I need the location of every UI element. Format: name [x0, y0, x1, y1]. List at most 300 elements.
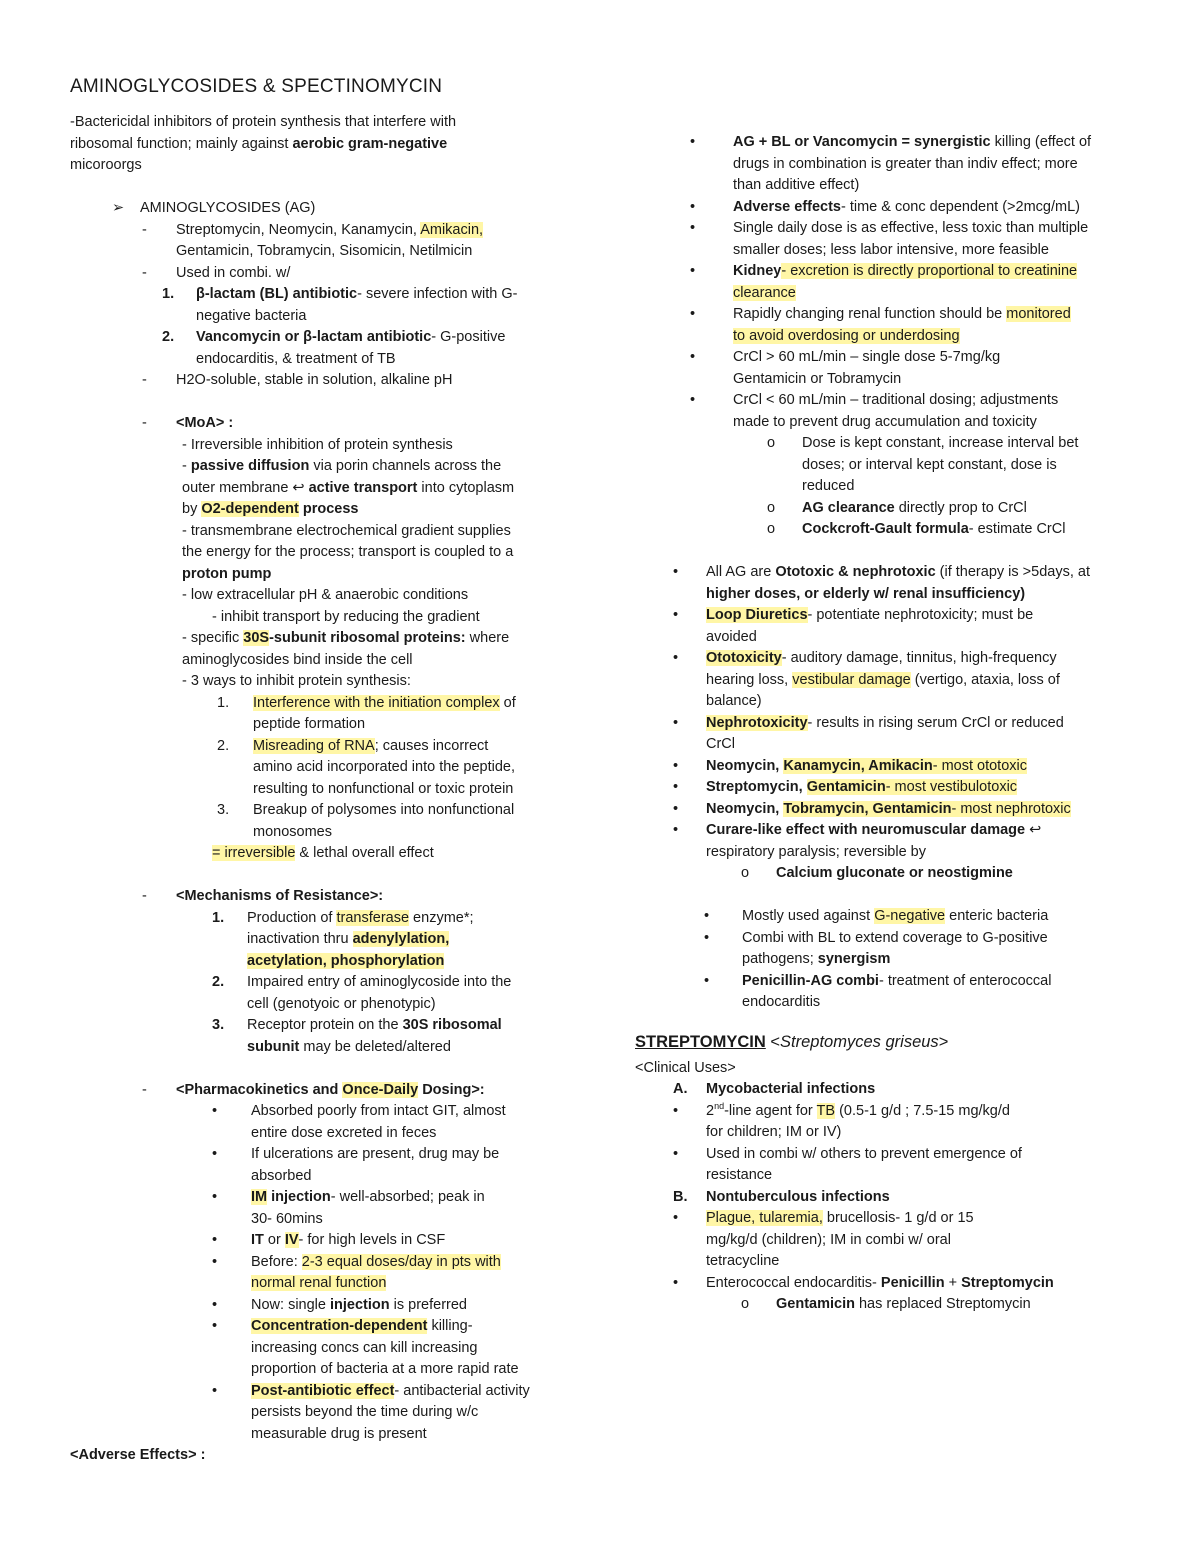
- text-line: [635, 476, 1135, 498]
- list-marker: 2.: [162, 329, 175, 345]
- highlighted-text: Amikacin,: [420, 221, 484, 238]
- bold-text: <Mechanisms of Resistance>:: [176, 888, 384, 904]
- text-span: smaller doses; less labor intensive, more feasible: [733, 241, 1049, 258]
- highlighted-text: Plague, tularemia,: [706, 1210, 823, 1226]
- text-line: [635, 777, 1135, 799]
- text-line: [635, 304, 1135, 326]
- text-line: [635, 1251, 1135, 1273]
- text-line: [635, 455, 1135, 477]
- text-span: via porin channels across the: [309, 458, 502, 474]
- text-line: [635, 756, 1135, 778]
- bullet-icon: •: [212, 1232, 218, 1248]
- sub-bullet-icon: o: [767, 499, 776, 516]
- text-span: doses; or interval kept constant, dose is: [802, 456, 1057, 473]
- bold-text: <Adverse Effects> :: [70, 1447, 206, 1463]
- text-span: resistance: [706, 1167, 773, 1183]
- text-span: enteric bacteria: [945, 908, 1049, 924]
- text-span: cell (genotyoic or phenotypic): [247, 995, 436, 1012]
- text-span: measurable drug is present: [251, 1425, 427, 1442]
- text-span: - results in rising serum CrCl or reduced: [807, 714, 1064, 731]
- text-line: [70, 1402, 570, 1424]
- text-line: [635, 1058, 1135, 1080]
- bold-text: IT: [251, 1232, 264, 1248]
- text-span: where: [465, 630, 510, 646]
- right-column: [635, 132, 1135, 1316]
- text-line: [70, 994, 570, 1016]
- highlighted-text: IV: [284, 1232, 299, 1248]
- text-line: [70, 1424, 570, 1446]
- text-span: directly prop to CrCl: [894, 499, 1027, 516]
- text-span: Streptomyces griseus: [780, 1032, 939, 1051]
- bullet-icon: •: [673, 757, 679, 774]
- bold-text: synergism: [817, 951, 891, 967]
- text-span: -line agent for: [724, 1102, 817, 1119]
- text-span: AMINOGLYCOSIDES (AG): [140, 200, 316, 216]
- sub-bullet-icon: o: [767, 521, 776, 537]
- text-span: respiratory paralysis; reversible by: [706, 843, 926, 860]
- highlighted-text: Post-antibiotic effect: [251, 1382, 395, 1399]
- sub-bullet-icon: o: [741, 865, 750, 881]
- text-span: avoided: [706, 628, 757, 645]
- text-span: into cytoplasm: [417, 479, 515, 496]
- text-span: tetracycline: [706, 1253, 780, 1269]
- text-span: reduced: [802, 478, 855, 494]
- bullet-icon: •: [673, 800, 679, 817]
- text-line: [70, 908, 570, 930]
- list-marker: -: [142, 1081, 147, 1098]
- bullet-icon: •: [212, 1189, 218, 1205]
- bold-text: Calcium gluconate or neostigmine: [776, 865, 1013, 881]
- text-line: [635, 605, 1135, 627]
- text-span: endocarditis: [742, 994, 821, 1010]
- bold-text: process: [298, 501, 359, 517]
- highlighted-text: Loop Diuretics: [706, 607, 808, 623]
- spacer: [635, 1014, 1135, 1028]
- text-span: If ulcerations are present, drug may be: [251, 1146, 500, 1162]
- text-line: [70, 435, 570, 457]
- bold-text: Penicillin: [880, 1274, 945, 1291]
- bullet-icon: •: [212, 1318, 218, 1334]
- bold-text: higher doses, or elderly w/ renal insufficiency): [706, 585, 1026, 602]
- text-line: [635, 1122, 1135, 1144]
- text-span: ; causes incorrect: [374, 737, 489, 754]
- text-line: [70, 1295, 570, 1317]
- text-span: is preferred: [389, 1296, 467, 1313]
- bold-text: subunit: [247, 1038, 300, 1055]
- left-column: [70, 74, 570, 1467]
- text-line: [635, 734, 1135, 756]
- text-line: [70, 650, 570, 672]
- text-line: [635, 369, 1135, 391]
- text-span: for children; IM or IV): [706, 1124, 842, 1140]
- text-span: has replaced Streptomycin: [854, 1296, 1031, 1312]
- bold-text: Vancomycin or β-lactam antibiotic: [196, 329, 432, 345]
- text-span: - G-positive: [431, 329, 506, 345]
- text-span: resulting to nonfunctional or toxic protein: [253, 780, 514, 797]
- bullet-icon: •: [690, 306, 696, 322]
- text-span: 30- 60mins: [251, 1210, 323, 1227]
- text-line: [70, 284, 570, 306]
- text-span: Dose is kept constant, increase interval bet: [802, 435, 1079, 451]
- text-line: [635, 240, 1135, 262]
- highlighted-text: Interference with the initiation complex: [253, 694, 500, 711]
- text-line: [70, 757, 570, 779]
- text-span: enzyme*;: [409, 909, 474, 926]
- text-span: - low extracellular pH & anaerobic conditions: [182, 587, 469, 603]
- text-span: +: [944, 1274, 962, 1291]
- text-line: [70, 306, 570, 328]
- text-line: [70, 1101, 570, 1123]
- bold-text: Gentamicin: [776, 1296, 855, 1312]
- list-marker: 2.: [212, 974, 225, 990]
- bold-text: Mycobacterial infections: [706, 1081, 876, 1097]
- text-line: [70, 1144, 570, 1166]
- text-line: [70, 564, 570, 586]
- highlighted-text: Kanamycin, Amikacin: [783, 757, 933, 774]
- text-line: [635, 648, 1135, 670]
- bullet-icon: •: [673, 1145, 679, 1162]
- text-span: ribosomal function; mainly against: [70, 135, 293, 152]
- sub-bullet-icon: o: [767, 435, 776, 451]
- arrow-bullet-icon: ➢: [112, 200, 125, 216]
- text-span: - 3 ways to inhibit protein synthesis:: [182, 673, 411, 689]
- text-span: Now: single: [251, 1296, 330, 1313]
- text-span: outer membrane ↩: [182, 479, 309, 496]
- bold-text: Penicillin-AG combi: [742, 972, 879, 989]
- text-line: [635, 1101, 1135, 1123]
- text-span: <Clinical Uses>: [635, 1059, 736, 1076]
- bullet-icon: •: [704, 972, 710, 989]
- text-span: -Bactericidal inhibitors of protein synthesis that interfere with: [70, 114, 457, 130]
- highlighted-text: - excretion is directly proportional to creatinine: [781, 263, 1078, 279]
- text-line: [635, 132, 1135, 154]
- text-line: [635, 992, 1135, 1014]
- text-line: [635, 928, 1135, 950]
- list-marker: 1.: [217, 694, 230, 711]
- highlighted-text: Concentration-dependent: [251, 1318, 428, 1334]
- highlighted-text: Tobramycin, Gentamicin: [783, 800, 952, 817]
- highlighted-text: Misreading of RNA: [253, 737, 375, 754]
- text-line: [70, 1080, 570, 1102]
- text-span: - specific: [182, 630, 244, 646]
- text-line: [70, 671, 570, 693]
- text-line: [70, 349, 570, 371]
- bold-text: AG clearance: [802, 499, 895, 516]
- text-span: proportion of bacteria at a more rapid rate: [251, 1361, 519, 1377]
- bold-text: Curare-like effect with neuromuscular damage: [706, 822, 1026, 838]
- text-span: Gentamicin, Tobramycin, Sisomicin, Netilmicin: [176, 243, 473, 259]
- text-line: [635, 197, 1135, 219]
- spacer: [70, 1058, 570, 1080]
- text-line: [70, 1338, 570, 1360]
- text-span: - transmembrane electrochemical gradient supplies: [182, 522, 511, 539]
- text-line: [635, 175, 1135, 197]
- text-span: aminoglycosides bind inside the cell: [182, 651, 413, 668]
- highlighted-text: = irreversible: [212, 845, 296, 861]
- text-span: mg/kg/d (children); IM in combi w/ oral: [706, 1231, 951, 1248]
- text-span: Rapidly changing renal function should be: [733, 306, 1007, 322]
- text-span: - time & conc dependent (>2mcg/mL): [841, 198, 1080, 215]
- text-span: ↩: [1025, 822, 1042, 838]
- text-span: of: [499, 694, 516, 711]
- bold-text: AG + BL or Vancomycin = synergistic: [733, 134, 991, 150]
- highlighted-text: transferase: [336, 909, 410, 926]
- text-span: than additive effect): [733, 177, 860, 193]
- bold-text: Streptomycin: [961, 1274, 1054, 1291]
- text-span: monosomes: [253, 823, 332, 840]
- text-span: AMINOGLYCOSIDES & SPECTINOMYCIN: [70, 76, 443, 97]
- list-marker: A.: [673, 1081, 688, 1097]
- text-line: [635, 412, 1135, 434]
- text-span: Streptomycin, Neomycin, Kanamycin,: [176, 221, 421, 238]
- bullet-icon: •: [212, 1382, 218, 1399]
- text-span: or: [263, 1232, 285, 1248]
- sub-bullet-icon: o: [741, 1296, 750, 1312]
- text-line: [635, 1208, 1135, 1230]
- highlighted-text: IM: [251, 1189, 268, 1205]
- text-span: pathogens;: [742, 951, 818, 967]
- text-line: [635, 971, 1135, 993]
- text-span: Absorbed poorly from intact GIT, almost: [251, 1103, 506, 1119]
- text-line: [70, 155, 570, 177]
- text-line: [635, 906, 1135, 928]
- text-line: [70, 779, 570, 801]
- highlighted-text: Ototoxicity: [706, 650, 782, 666]
- text-line: [635, 842, 1135, 864]
- text-line: [635, 820, 1135, 842]
- text-line: [70, 542, 570, 564]
- text-span: All AG are: [706, 564, 776, 580]
- list-marker: -: [142, 372, 147, 388]
- bold-text: aerobic gram-negative: [292, 135, 448, 152]
- bold-text: injection: [329, 1296, 390, 1313]
- bullet-icon: •: [673, 779, 679, 795]
- bullet-icon: •: [673, 650, 679, 666]
- text-span: persists beyond the time during w/c: [251, 1404, 479, 1420]
- bullet-icon: •: [704, 929, 710, 946]
- text-line: [635, 670, 1135, 692]
- highlighted-text: 2-3 equal doses/day in pts with: [301, 1253, 501, 1270]
- bold-text: Cockcroft-Gault formula: [802, 521, 969, 537]
- text-line: [70, 1123, 570, 1145]
- text-span: may be deleted/altered: [299, 1038, 451, 1055]
- text-line: [635, 713, 1135, 735]
- highlighted-text: acetylation, phosphorylation: [247, 952, 445, 969]
- text-line: [70, 478, 570, 500]
- bullet-icon: •: [690, 392, 696, 408]
- text-span: Before:: [251, 1253, 302, 1270]
- text-span: >: [938, 1032, 949, 1051]
- list-marker: -: [142, 221, 147, 238]
- text-span: CrCl > 60 mL/min – single dose 5-7mg/kg: [733, 349, 1001, 365]
- text-line: [70, 499, 570, 521]
- text-line: [70, 628, 570, 650]
- text-line: [70, 1445, 570, 1467]
- text-span: entire dose excreted in feces: [251, 1124, 437, 1141]
- bold-text: Adverse effects: [733, 198, 841, 215]
- spacer: [70, 392, 570, 414]
- text-line: [635, 519, 1135, 541]
- text-span: drugs in combination is greater than indiv effect; more: [733, 155, 1078, 172]
- text-line: [70, 241, 570, 263]
- highlighted-text: normal renal function: [251, 1275, 387, 1291]
- text-line: [635, 283, 1135, 305]
- text-span: killing (effect of: [990, 134, 1092, 150]
- highlighted-text: to avoid overdosing or underdosing: [733, 327, 960, 344]
- text-line: [635, 949, 1135, 971]
- list-marker: 3.: [212, 1017, 225, 1033]
- list-marker: 3.: [217, 802, 230, 818]
- text-line: [635, 390, 1135, 412]
- list-marker: -: [142, 415, 147, 431]
- text-line: [635, 347, 1135, 369]
- text-line: [635, 1165, 1135, 1187]
- page-title: [70, 74, 570, 100]
- text-line: [70, 1209, 570, 1231]
- text-span: - antibacterial activity: [394, 1382, 530, 1399]
- text-span: Used in combi. w/: [176, 264, 291, 281]
- highlighted-text: clearance: [733, 284, 796, 301]
- bold-text: Dosing>:: [418, 1081, 485, 1098]
- text-line: [70, 1166, 570, 1188]
- bullet-icon: •: [212, 1296, 218, 1313]
- text-span: peptide formation: [253, 716, 366, 732]
- highlighted-text: G-negative: [874, 908, 946, 924]
- text-line: [70, 1316, 570, 1338]
- text-line: [635, 1187, 1135, 1209]
- text-line: [70, 112, 570, 134]
- spacer: [70, 865, 570, 887]
- text-span: - Irreversible inhibition of protein synthesis: [182, 436, 453, 453]
- text-line: [635, 1079, 1135, 1101]
- text-span: Single daily dose is as effective, less toxic than multiple: [733, 220, 1089, 236]
- bullet-icon: •: [673, 714, 679, 731]
- text-span: <: [765, 1032, 781, 1051]
- bullet-icon: •: [673, 1274, 679, 1291]
- text-line: [70, 1381, 570, 1403]
- text-span: - well-absorbed; peak in: [330, 1189, 485, 1205]
- text-span: Enterococcal endocarditis-: [706, 1274, 881, 1291]
- text-line: [635, 326, 1135, 348]
- text-span: H2O-soluble, stable in solution, alkaline pH: [176, 372, 453, 388]
- text-line: [70, 951, 570, 973]
- highlighted-text: - most nephrotoxic: [951, 800, 1071, 817]
- bullet-icon: •: [690, 198, 696, 215]
- highlighted-text: - most vestibulotoxic: [885, 779, 1018, 795]
- highlighted-text: TB: [816, 1102, 836, 1119]
- highlighted-text: Nephrotoxicity: [706, 714, 808, 731]
- text-span: absorbed: [251, 1167, 312, 1184]
- text-span: -: [182, 458, 191, 474]
- bold-text: Ototoxic & nephrotoxic: [775, 564, 936, 580]
- text-line: [635, 154, 1135, 176]
- bullet-icon: •: [673, 822, 679, 838]
- text-line: [635, 1294, 1135, 1316]
- bold-text: Kidney: [733, 263, 782, 279]
- text-span: made to prevent drug accumulation and toxicity: [733, 413, 1037, 430]
- bold-text: injection: [267, 1189, 331, 1205]
- highlighted-text: Gentamicin: [806, 779, 886, 795]
- text-line: [635, 218, 1135, 240]
- list-marker: 1.: [212, 909, 225, 926]
- text-line: [635, 562, 1135, 584]
- text-span: Gentamicin or Tobramycin: [733, 370, 902, 387]
- text-line: [635, 1028, 1135, 1058]
- text-line: [635, 863, 1135, 885]
- text-span: - inhibit transport by reducing the gradient: [212, 608, 480, 625]
- bold-text: β-lactam (BL) antibiotic: [196, 286, 358, 302]
- text-span: hearing loss,: [706, 671, 793, 688]
- bold-text: Neomycin,: [706, 800, 784, 817]
- bold-text: Neomycin,: [706, 757, 784, 774]
- text-span: balance): [706, 693, 762, 709]
- bullet-icon: •: [673, 1210, 679, 1226]
- text-line: [70, 1230, 570, 1252]
- highlighted-text: monitored: [1006, 306, 1071, 322]
- list-marker: 2.: [217, 737, 230, 754]
- text-span: - treatment of enterococcal: [878, 972, 1052, 989]
- text-line: [635, 627, 1135, 649]
- text-line: [635, 691, 1135, 713]
- bold-text: active transport: [308, 479, 418, 496]
- text-span: micoroorgs: [70, 157, 142, 173]
- text-span: Breakup of polysomes into nonfunctional: [253, 802, 515, 818]
- text-line: [70, 736, 570, 758]
- text-span: - severe infection with G-: [357, 286, 518, 302]
- text-line: [635, 433, 1135, 455]
- text-line: [70, 714, 570, 736]
- highlighted-text: O2-dependent: [201, 501, 299, 517]
- bullet-icon: •: [673, 607, 679, 623]
- text-line: [70, 263, 570, 285]
- bullet-icon: •: [212, 1146, 218, 1162]
- text-line: [70, 1273, 570, 1295]
- text-span: Combi with BL to extend coverage to G-positive: [742, 929, 1048, 946]
- spacer: [635, 885, 1135, 907]
- highlighted-text: - most ototoxic: [932, 757, 1027, 774]
- text-line: [70, 1015, 570, 1037]
- text-line: [635, 261, 1135, 283]
- bullet-icon: •: [690, 263, 696, 279]
- text-line: [70, 134, 570, 156]
- bold-text: Streptomycin,: [706, 779, 807, 795]
- text-line: [70, 413, 570, 435]
- bullet-icon: •: [690, 134, 696, 150]
- text-line: [635, 584, 1135, 606]
- spacer: [70, 177, 570, 199]
- text-line: [70, 1359, 570, 1381]
- text-span: - estimate CrCl: [968, 521, 1066, 537]
- text-span: Receptor protein on the: [247, 1017, 403, 1033]
- text-line: [70, 585, 570, 607]
- text-line: [635, 498, 1135, 520]
- text-line: [70, 220, 570, 242]
- text-line: [635, 1230, 1135, 1252]
- highlighted-text: adenylylation,: [352, 931, 450, 947]
- list-marker: -: [142, 264, 147, 281]
- bold-text: Nontuberculous infections: [706, 1188, 890, 1205]
- bullet-icon: •: [690, 220, 696, 236]
- text-line: [70, 327, 570, 349]
- text-line: [70, 198, 570, 220]
- text-span: CrCl: [706, 736, 735, 752]
- list-marker: 1.: [162, 286, 175, 302]
- text-line: [70, 843, 570, 865]
- text-span: endocarditis, & treatment of TB: [196, 350, 396, 367]
- text-span: - for high levels in CSF: [298, 1232, 446, 1248]
- text-span: negative bacteria: [196, 307, 307, 324]
- highlighted-text: vestibular damage: [792, 671, 911, 688]
